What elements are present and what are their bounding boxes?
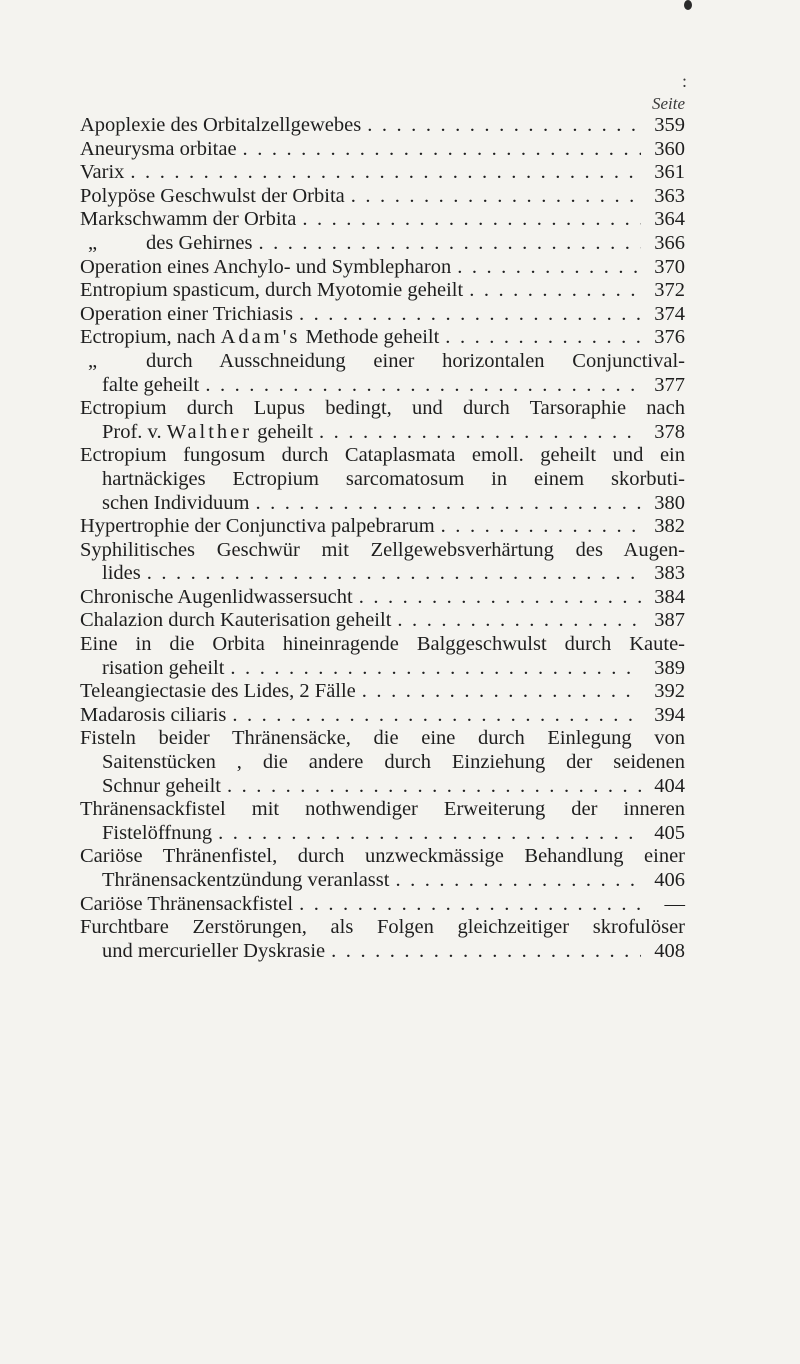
entry-title-cont: falte geheilt bbox=[102, 373, 200, 396]
dot-leader bbox=[463, 279, 641, 303]
entry-title-cont: geheilt bbox=[257, 420, 314, 443]
entry-title: Hypertrophie der Conjunctiva palpebrarum bbox=[80, 515, 435, 538]
dot-leader bbox=[249, 492, 641, 516]
entry-title: Operation eines Anchylo- und Symblepharon bbox=[80, 255, 452, 278]
entry-page: 406 bbox=[654, 869, 685, 891]
toc-entry bbox=[80, 916, 685, 963]
entry-page: 387 bbox=[654, 609, 685, 632]
author-name: Adam's bbox=[220, 326, 301, 349]
dot-leader bbox=[361, 114, 641, 138]
entry-title-cont: Prof. v. bbox=[102, 420, 162, 443]
toc-entry bbox=[80, 798, 685, 845]
entry-page: 361 bbox=[654, 161, 685, 184]
dot-leader bbox=[252, 232, 641, 256]
toc-entry bbox=[80, 845, 685, 892]
entry-title: Markschwamm der Orbita bbox=[80, 208, 297, 231]
toc-entry bbox=[80, 586, 685, 610]
dot-leader bbox=[391, 609, 641, 633]
entry-page: 374 bbox=[654, 302, 685, 325]
toc-entry bbox=[80, 326, 685, 350]
entry-title-cont: und mercurieller Dyskrasie bbox=[102, 939, 326, 962]
entry-page: 378 bbox=[654, 420, 685, 443]
entry-title-cont: Fistelöffnung bbox=[102, 821, 213, 844]
entry-title-cont: lides bbox=[102, 562, 141, 585]
entry-title: Chronische Augenlidwassersucht bbox=[80, 585, 353, 608]
entry-page: 366 bbox=[654, 231, 685, 254]
entry-title: Teleangiectasie des Lides, 2 Fälle bbox=[80, 680, 356, 703]
dot-leader bbox=[435, 515, 641, 539]
entry-title: Operation einer Trichiasis bbox=[80, 302, 293, 325]
entry-title: des Gehirnes bbox=[146, 231, 253, 254]
ditto-mark: „ bbox=[88, 349, 98, 372]
toc-entry bbox=[80, 279, 685, 303]
dot-leader bbox=[293, 893, 641, 917]
entry-title-cont: Thränensackentzündung veranlasst bbox=[102, 869, 390, 891]
dot-leader bbox=[224, 657, 641, 681]
dot-leader bbox=[293, 303, 641, 327]
entry-page: 377 bbox=[654, 373, 685, 396]
entry-title-cont: Saitenstücken , die andere durch Einziehung der seidenen bbox=[102, 751, 685, 774]
entry-title-cont: risation geheilt bbox=[102, 656, 225, 679]
entry-page: 370 bbox=[654, 255, 685, 278]
entry-title: Entropium spasticum, durch Myotomie geheilt bbox=[80, 279, 464, 302]
dot-leader bbox=[296, 208, 641, 232]
entry-title: Fisteln beider Thränensäcke, die eine durch Einlegung von bbox=[80, 727, 685, 750]
entry-title-cont: Methode geheilt bbox=[305, 326, 440, 349]
entry-title: durch Ausschneidung einer horizontalen Conjunctival- bbox=[146, 349, 685, 372]
entry-title: Apoplexie des Orbitalzellgewebes bbox=[80, 114, 362, 136]
dot-leader bbox=[389, 869, 641, 893]
dot-leader bbox=[325, 940, 641, 964]
entry-page: 364 bbox=[654, 208, 685, 231]
toc-entry bbox=[80, 704, 685, 728]
author-name: Walther bbox=[166, 420, 253, 443]
entry-title: Furchtbare Zerstörungen, als Folgen gleichzeitiger skrofulöser bbox=[80, 916, 685, 939]
entry-title-cont: Schnur geheilt bbox=[102, 774, 221, 797]
toc-entry bbox=[80, 633, 685, 680]
entry-page: 382 bbox=[654, 515, 685, 538]
page-column-header: Seite bbox=[651, 94, 685, 113]
dot-leader bbox=[212, 822, 641, 846]
entry-title: Madarosis ciliaris bbox=[80, 703, 227, 726]
dot-leader bbox=[353, 586, 641, 610]
toc-entry bbox=[80, 539, 685, 586]
dot-leader bbox=[199, 374, 641, 398]
entry-page: 383 bbox=[654, 562, 685, 585]
toc-entry bbox=[80, 609, 685, 633]
entry-title: Aneurysma orbitae bbox=[80, 137, 237, 160]
toc-entry bbox=[80, 893, 685, 917]
toc-entry bbox=[80, 350, 685, 397]
toc-entry bbox=[80, 727, 685, 798]
entry-page: 380 bbox=[654, 491, 685, 514]
entry-title: Ectropium durch Lupus bedingt, und durch Tarsoraphie nach bbox=[80, 397, 685, 420]
toc-entry bbox=[80, 397, 685, 444]
dot-leader bbox=[141, 562, 641, 586]
dot-leader bbox=[124, 161, 641, 185]
entry-page: 372 bbox=[654, 279, 685, 302]
toc-entry bbox=[80, 114, 685, 138]
toc-entry bbox=[80, 303, 685, 327]
dot-leader bbox=[221, 775, 641, 799]
entry-title: Varix bbox=[80, 161, 125, 184]
entry-title-cont: hartnäckiges Ectropium sarcomatosum in einem skorbuti- bbox=[102, 467, 685, 490]
toc-entry bbox=[80, 444, 685, 515]
entry-page: 359 bbox=[654, 114, 685, 136]
table-of-contents bbox=[80, 114, 685, 963]
toc-entry bbox=[80, 515, 685, 539]
entry-page: — bbox=[664, 892, 685, 915]
entry-page: 404 bbox=[654, 774, 685, 797]
toc-entry bbox=[80, 208, 685, 232]
dot-leader bbox=[226, 704, 641, 728]
dot-leader bbox=[439, 326, 641, 350]
page-colon-mark: : bbox=[682, 71, 688, 91]
entry-title: Cariöse Thränensackfistel bbox=[80, 892, 294, 915]
entry-page: 384 bbox=[654, 585, 685, 608]
entry-page: 394 bbox=[654, 703, 685, 726]
entry-title: Ectropium, nach bbox=[80, 326, 216, 349]
ditto-mark: „ bbox=[88, 231, 98, 254]
dot-leader bbox=[451, 256, 641, 280]
entry-page: 389 bbox=[654, 656, 685, 679]
entry-title: Eine in die Orbita hineinragende Balggeschwulst durch Kaute- bbox=[80, 633, 685, 656]
entry-page: 408 bbox=[654, 939, 685, 962]
page-dot-mark bbox=[684, 0, 692, 10]
entry-title: Syphilitisches Geschwür mit Zellgewebsverhärtung des Augen- bbox=[80, 538, 685, 561]
toc-entry bbox=[80, 256, 685, 280]
entry-page: 363 bbox=[654, 184, 685, 207]
entry-page: 392 bbox=[654, 680, 685, 703]
entry-title: Ectropium fungosum durch Cataplasmata emoll. geheilt und ein bbox=[80, 444, 685, 467]
dot-leader bbox=[345, 185, 641, 209]
entry-title: Chalazion durch Kauterisation geheilt bbox=[80, 609, 392, 632]
entry-title: Cariöse Thränenfistel, durch unzweckmässige Behandlung einer bbox=[80, 845, 685, 868]
entry-title-cont: schen Individuum bbox=[102, 491, 250, 514]
entry-page: 376 bbox=[654, 326, 685, 349]
toc-entry bbox=[80, 232, 685, 256]
entry-page: 360 bbox=[654, 137, 685, 160]
entry-title: Polypöse Geschwulst der Orbita bbox=[80, 184, 345, 207]
toc-entry bbox=[80, 138, 685, 162]
toc-entry bbox=[80, 680, 685, 704]
dot-leader bbox=[237, 138, 641, 162]
toc-entry bbox=[80, 161, 685, 185]
toc-entry bbox=[80, 185, 685, 209]
entry-page: 405 bbox=[654, 821, 685, 844]
dot-leader bbox=[313, 421, 641, 445]
dot-leader bbox=[356, 680, 641, 704]
entry-title: Thränensackfistel mit nothwendiger Erweiterung der inneren bbox=[80, 798, 685, 821]
